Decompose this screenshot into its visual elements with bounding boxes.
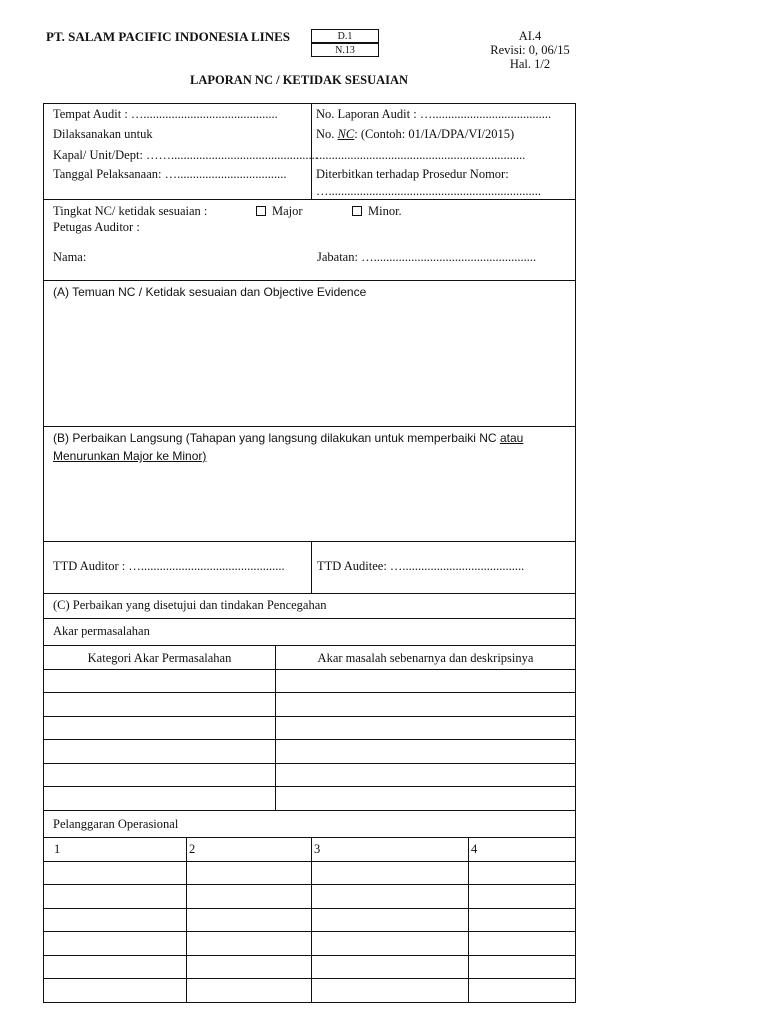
table-cell[interactable]: [276, 740, 576, 764]
ops-header-3-text: 3: [314, 842, 321, 856]
root-header-description-text: Akar masalah sebenarnya dan deskripsinya: [317, 651, 534, 665]
ttd-auditee: TTD Auditee: ….......................................: [317, 559, 525, 573]
nc-level-section: [44, 200, 576, 281]
doc-code-2: N.13: [311, 43, 379, 57]
table-cell[interactable]: [44, 862, 187, 885]
doc-number: AI.4: [518, 29, 542, 43]
pelanggaran-label: Pelanggaran Operasional: [53, 817, 179, 831]
table-cell[interactable]: [312, 862, 469, 885]
table-cell[interactable]: [187, 862, 312, 885]
page-title: LAPORAN NC / KETIDAK SESUAIAN: [190, 73, 409, 87]
ops-header-2: [187, 838, 312, 862]
section-c: [44, 594, 576, 619]
ops-header-2-text: 2: [189, 842, 196, 856]
tempat-audit-field[interactable]: Tempat Audit : …...........................................: [53, 107, 278, 121]
page-number: Hal. 1/2: [509, 57, 551, 71]
audit-info-left: [44, 104, 318, 200]
section-a[interactable]: [44, 281, 576, 427]
ops-header-4: [469, 838, 576, 862]
table-cell[interactable]: [469, 885, 576, 909]
root-header-description: [276, 646, 576, 670]
minor-label: Minor.: [368, 204, 402, 218]
section-b-atau: atau: [499, 431, 524, 445]
auditor-signature[interactable]: [44, 542, 312, 594]
table-cell[interactable]: [469, 979, 576, 1003]
tanggal-field[interactable]: Tanggal Pelaksanaan: …...................................: [53, 167, 287, 181]
ops-header-1: [44, 838, 187, 862]
table-cell[interactable]: [44, 693, 276, 717]
ttd-auditor: TTD Auditor : …..............................................: [53, 559, 285, 573]
table-cell[interactable]: [187, 909, 312, 932]
no-nc-prefix: No.: [316, 127, 335, 141]
minor-checkbox-icon[interactable]: [352, 206, 362, 216]
table-cell[interactable]: [276, 787, 576, 811]
table-cell[interactable]: [312, 979, 469, 1003]
table-cell[interactable]: [276, 717, 576, 740]
ops-header-1-text: 1: [54, 842, 61, 856]
diterbitkan-field[interactable]: …....................................................................: [316, 184, 542, 198]
section-b-title: [53, 431, 523, 445]
company-name: PT. SALAM PACIFIC INDONESIA LINES: [46, 29, 291, 44]
section-a-title: (A) Temuan NC / Ketidak sesuaian dan Objective Evidence: [53, 285, 367, 299]
table-cell[interactable]: [187, 956, 312, 979]
audit-info-right: [312, 104, 576, 200]
table-cell[interactable]: [44, 932, 187, 956]
nc-level-label: Tingkat NC/ ketidak sesuaian :: [53, 204, 208, 218]
table-cell[interactable]: [44, 909, 187, 932]
doc-code-1: D.1: [311, 29, 379, 43]
table-cell[interactable]: [469, 932, 576, 956]
auditee-signature[interactable]: [312, 542, 576, 594]
section-b-line2: Menurunkan Major ke Minor): [53, 449, 207, 463]
revision: Revisi: 0, 06/15: [490, 43, 570, 57]
major-option[interactable]: [256, 204, 303, 219]
table-cell[interactable]: [276, 670, 576, 693]
section-b[interactable]: [44, 427, 576, 542]
dilaksanakan-label: Dilaksanakan untuk: [53, 127, 153, 141]
nc-label: NC: [337, 127, 355, 141]
table-cell[interactable]: [44, 740, 276, 764]
table-cell[interactable]: [44, 787, 276, 811]
no-nc-dots[interactable]: ...................................................................: [316, 148, 526, 162]
no-nc-field[interactable]: [316, 127, 514, 142]
major-label: Major: [272, 204, 303, 218]
no-laporan-field[interactable]: No. Laporan Audit : …......................................: [316, 107, 552, 121]
table-cell[interactable]: [312, 909, 469, 932]
table-cell[interactable]: [276, 693, 576, 717]
petugas-label: Petugas Auditor :: [53, 220, 140, 234]
root-header-category-text: Kategori Akar Permasalahan: [87, 651, 232, 665]
nama-field[interactable]: Nama:: [53, 250, 87, 264]
no-nc-example: : (Contoh: 01/IA/DPA/VI/2015): [354, 127, 515, 141]
table-cell[interactable]: [312, 956, 469, 979]
table-cell[interactable]: [44, 979, 187, 1003]
table-cell[interactable]: [187, 885, 312, 909]
kapal-unit-field[interactable]: Kapal/ Unit/Dept: ……...............................................: [53, 148, 318, 162]
jabatan-field[interactable]: Jabatan: …....................................................: [317, 250, 537, 264]
table-cell[interactable]: [44, 670, 276, 693]
akar-label: Akar permasalahan: [53, 624, 150, 638]
table-cell[interactable]: [276, 764, 576, 787]
ops-header-4-text: 4: [471, 842, 478, 856]
table-cell[interactable]: [44, 717, 276, 740]
major-checkbox-icon[interactable]: [256, 206, 266, 216]
ops-header-3: [312, 838, 469, 862]
table-cell[interactable]: [44, 885, 187, 909]
table-cell[interactable]: [187, 932, 312, 956]
section-b-line1: (B) Perbaikan Langsung (Tahapan yang langsung dilakukan untuk memperbaiki NC: [53, 431, 497, 445]
diterbitkan-label: Diterbitkan terhadap Prosedur Nomor:: [316, 167, 509, 181]
akar-row: [44, 619, 576, 646]
table-cell[interactable]: [187, 979, 312, 1003]
table-cell[interactable]: [312, 885, 469, 909]
section-c-title: (C) Perbaikan yang disetujui dan tindakan Pencegahan: [53, 598, 327, 612]
table-cell[interactable]: [469, 862, 576, 885]
table-cell[interactable]: [469, 909, 576, 932]
root-header-category: [44, 646, 276, 670]
table-cell[interactable]: [469, 956, 576, 979]
table-cell[interactable]: [44, 764, 276, 787]
table-cell[interactable]: [312, 932, 469, 956]
nc-report-form: [43, 103, 576, 1003]
pelanggaran-row: [44, 811, 576, 838]
table-cell[interactable]: [44, 956, 187, 979]
minor-option[interactable]: [352, 204, 402, 219]
